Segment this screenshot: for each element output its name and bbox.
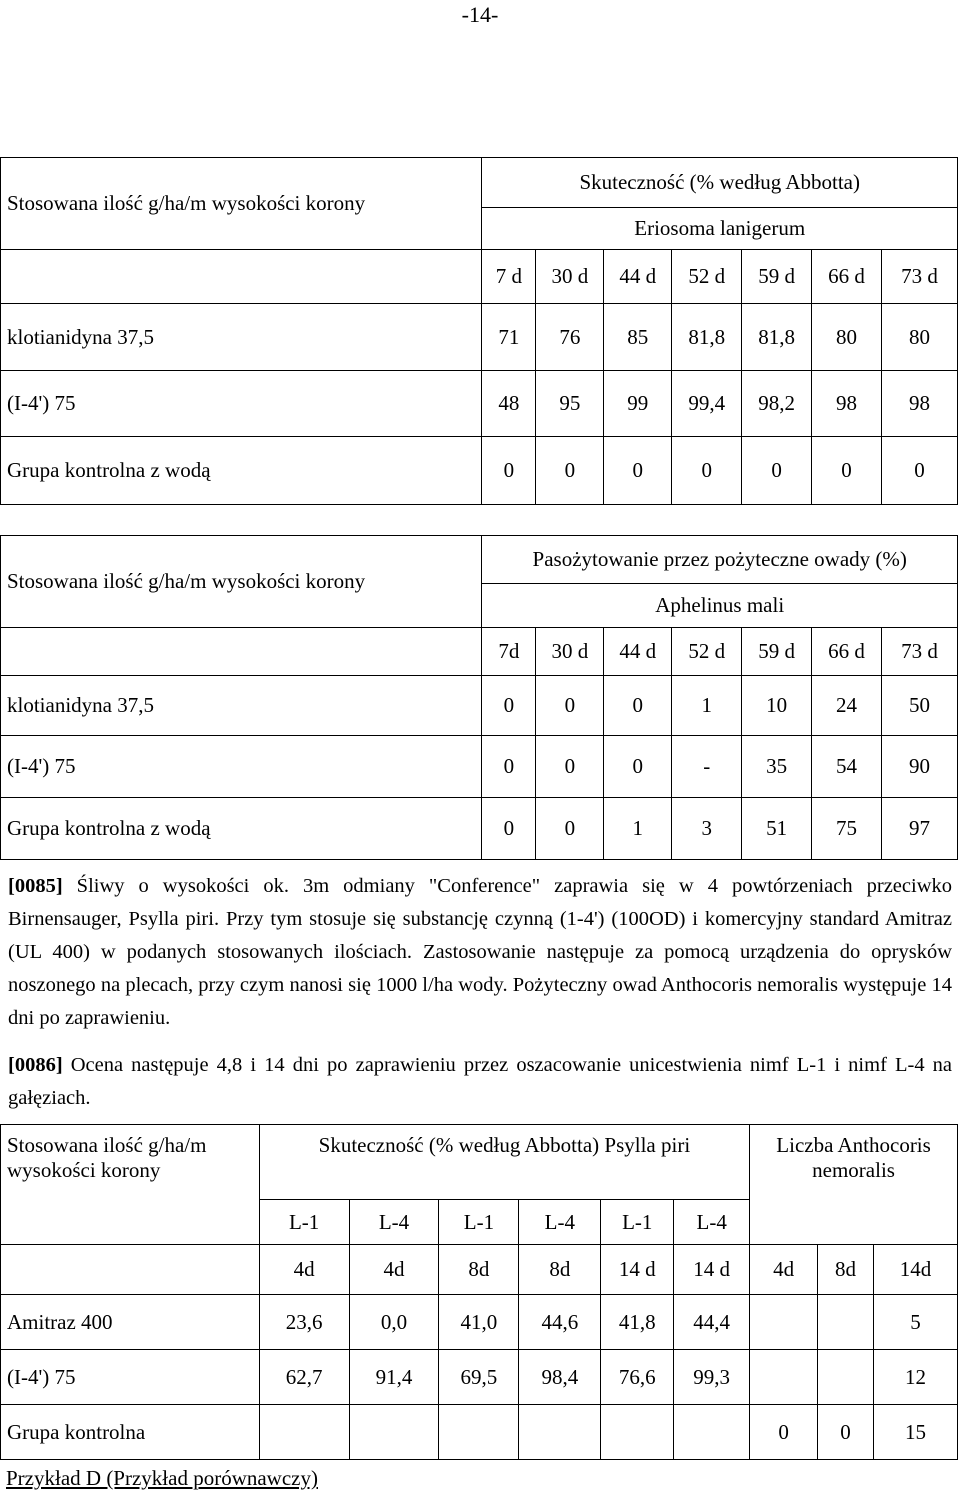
- value-cell: 91,4: [349, 1350, 439, 1405]
- day-header: 66 d: [812, 250, 882, 304]
- row-label: (I-4') 75: [1, 1350, 260, 1405]
- value-cell: 23,6: [259, 1295, 349, 1350]
- page-number: -14-: [461, 2, 499, 27]
- value-cell: 51: [742, 798, 812, 860]
- group-header-cell: Pasożytowanie przez pożyteczne owady (%): [482, 536, 958, 584]
- value-cell: 0: [536, 798, 604, 860]
- stage-header: L-4: [674, 1200, 750, 1245]
- value-cell: 99: [604, 371, 672, 437]
- value-cell: 12: [873, 1350, 957, 1405]
- value-cell: [519, 1405, 601, 1460]
- value-cell: [674, 1405, 750, 1460]
- value-cell: 85: [604, 304, 672, 371]
- day-header: 59 d: [742, 628, 812, 676]
- day-header: 66 d: [812, 628, 882, 676]
- stage-header: L-1: [259, 1200, 349, 1245]
- parasitism-table-aphelinus: [0, 535, 958, 860]
- value-cell: 0: [482, 798, 536, 860]
- value-cell: 0: [672, 437, 742, 505]
- table-row: [1, 1350, 958, 1405]
- table-row: [1, 798, 958, 860]
- row-label: klotianidyna 37,5: [1, 304, 482, 371]
- value-cell: 95: [536, 371, 604, 437]
- paragraph-0085: [8, 870, 952, 1035]
- value-cell: 44,4: [674, 1295, 750, 1350]
- day-header: 4d: [349, 1245, 439, 1295]
- value-cell: 5: [873, 1295, 957, 1350]
- value-cell: 80: [812, 304, 882, 371]
- value-cell: [818, 1350, 874, 1405]
- empty-cell: [1, 250, 482, 304]
- table-row: [1, 1405, 958, 1460]
- value-cell: [818, 1295, 874, 1350]
- anthocoris-header-cell: Liczba Anthocoris nemoralis: [750, 1125, 958, 1245]
- species-cell: Aphelinus mali: [482, 584, 958, 628]
- value-cell: 0: [604, 736, 672, 798]
- group-header-cell: Skuteczność (% według Abbotta) Psylla piri: [259, 1125, 749, 1200]
- value-cell: 1: [672, 676, 742, 736]
- day-header: 8d: [818, 1245, 874, 1295]
- value-cell: 62,7: [259, 1350, 349, 1405]
- efficacy-table-eriosoma: [0, 157, 958, 505]
- value-cell: 80: [882, 304, 958, 371]
- value-cell: 69,5: [439, 1350, 519, 1405]
- value-cell: 98: [812, 371, 882, 437]
- day-header: 8d: [519, 1245, 601, 1295]
- day-header: 30 d: [536, 628, 604, 676]
- value-cell: 81,8: [742, 304, 812, 371]
- value-cell: 0: [482, 437, 536, 505]
- empty-cell: [1, 1245, 260, 1295]
- row-label: (I-4') 75: [1, 371, 482, 437]
- day-header: 52 d: [672, 250, 742, 304]
- value-cell: 0: [742, 437, 812, 505]
- day-header: 73 d: [882, 250, 958, 304]
- row-label: Grupa kontrolna: [1, 1405, 260, 1460]
- value-cell: 99,3: [674, 1350, 750, 1405]
- value-cell: 90: [882, 736, 958, 798]
- empty-cell: [1, 628, 482, 676]
- row-label: (I-4') 75: [1, 736, 482, 798]
- value-cell: 97: [882, 798, 958, 860]
- value-cell: 76,6: [601, 1350, 674, 1405]
- value-cell: 1: [604, 798, 672, 860]
- value-cell: 76: [536, 304, 604, 371]
- value-cell: 75: [812, 798, 882, 860]
- stage-header: L-4: [519, 1200, 601, 1245]
- value-cell: 3: [672, 798, 742, 860]
- row-label: Grupa kontrolna z wodą: [1, 798, 482, 860]
- value-cell: 0: [482, 736, 536, 798]
- value-cell: 48: [482, 371, 536, 437]
- stage-header: L-4: [349, 1200, 439, 1245]
- day-header: 73 d: [882, 628, 958, 676]
- value-cell: [439, 1405, 519, 1460]
- value-cell: 15: [873, 1405, 957, 1460]
- value-cell: 0: [536, 676, 604, 736]
- value-cell: 0: [604, 437, 672, 505]
- group-header-cell: Skuteczność (% według Abbotta): [482, 158, 958, 208]
- table-row: [1, 1295, 958, 1350]
- value-cell: 98,4: [519, 1350, 601, 1405]
- value-cell: 0: [536, 736, 604, 798]
- day-header: 4d: [750, 1245, 818, 1295]
- table-row: [1, 371, 958, 437]
- value-cell: [601, 1405, 674, 1460]
- day-header: 44 d: [604, 628, 672, 676]
- table-row: [1, 736, 958, 798]
- value-cell: 10: [742, 676, 812, 736]
- value-cell: [259, 1405, 349, 1460]
- example-heading: Przykład D (Przykład porównawczy): [6, 1466, 318, 1490]
- row-label: Amitraz 400: [1, 1295, 260, 1350]
- day-header: 7 d: [482, 250, 536, 304]
- value-cell: 0: [604, 676, 672, 736]
- table-row: [1, 437, 958, 505]
- value-cell: 81,8: [672, 304, 742, 371]
- day-header: 44 d: [604, 250, 672, 304]
- day-header: 30 d: [536, 250, 604, 304]
- row-label: klotianidyna 37,5: [1, 676, 482, 736]
- paragraph-ref: [0085]: [8, 875, 63, 897]
- row-label: Grupa kontrolna z wodą: [1, 437, 482, 505]
- value-cell: 0: [750, 1405, 818, 1460]
- stage-header: L-1: [439, 1200, 519, 1245]
- day-header: 7d: [482, 628, 536, 676]
- row-header-cell: Stosowana ilość g/ha/m wysokości korony: [1, 158, 482, 250]
- value-cell: 0: [536, 437, 604, 505]
- value-cell: 0: [812, 437, 882, 505]
- paragraph-text: Śliwy o wysokości ok. 3m odmiany "Conference" zaprawia się w 4 powtórzeniach przeciwko Birnensauger, Psylla piri. Przy tym stosuje się substancję czynną (1-4') (100OD) i komercyjny standard Amitraz (UL 400) w podanych stosowanych ilościach. Zastosowanie następuje za pomocą urządzenia do oprysków noszonego na plecach, przy czym nanosi się 1000 l/ha wody. Pożyteczny owad Anthocoris nemoralis występuje 14 dni po zaprawieniu.: [8, 875, 953, 1029]
- value-cell: 98,2: [742, 371, 812, 437]
- day-header: 52 d: [672, 628, 742, 676]
- value-cell: 24: [812, 676, 882, 736]
- day-header: 14d: [873, 1245, 957, 1295]
- paragraph-0086: [8, 1049, 952, 1115]
- value-cell: 50: [882, 676, 958, 736]
- value-cell: -: [672, 736, 742, 798]
- value-cell: [349, 1405, 439, 1460]
- table-row: [1, 676, 958, 736]
- value-cell: 0: [882, 437, 958, 505]
- paragraph-ref: [0086]: [8, 1054, 63, 1076]
- day-header: 59 d: [742, 250, 812, 304]
- value-cell: 99,4: [672, 371, 742, 437]
- value-cell: 98: [882, 371, 958, 437]
- row-header-cell: Stosowana ilość g/ha/m wysokości korony: [1, 1125, 260, 1245]
- efficacy-table-psylla: [0, 1124, 958, 1460]
- value-cell: 35: [742, 736, 812, 798]
- row-header-cell: Stosowana ilość g/ha/m wysokości korony: [1, 536, 482, 628]
- value-cell: [750, 1350, 818, 1405]
- value-cell: 0,0: [349, 1295, 439, 1350]
- species-cell: Eriosoma lanigerum: [482, 208, 958, 250]
- day-header: 14 d: [674, 1245, 750, 1295]
- value-cell: [750, 1295, 818, 1350]
- table-row: [1, 304, 958, 371]
- value-cell: 0: [818, 1405, 874, 1460]
- day-header: 4d: [259, 1245, 349, 1295]
- value-cell: 41,0: [439, 1295, 519, 1350]
- day-header: 8d: [439, 1245, 519, 1295]
- stage-header: L-1: [601, 1200, 674, 1245]
- value-cell: 54: [812, 736, 882, 798]
- value-cell: 44,6: [519, 1295, 601, 1350]
- value-cell: 41,8: [601, 1295, 674, 1350]
- paragraph-text: Ocena następuje 4,8 i 14 dni po zaprawieniu przez oszacowanie unicestwienia nimf L-1 i nimf L-4 na gałęziach.: [8, 1054, 953, 1109]
- day-header: 14 d: [601, 1245, 674, 1295]
- value-cell: 71: [482, 304, 536, 371]
- value-cell: 0: [482, 676, 536, 736]
